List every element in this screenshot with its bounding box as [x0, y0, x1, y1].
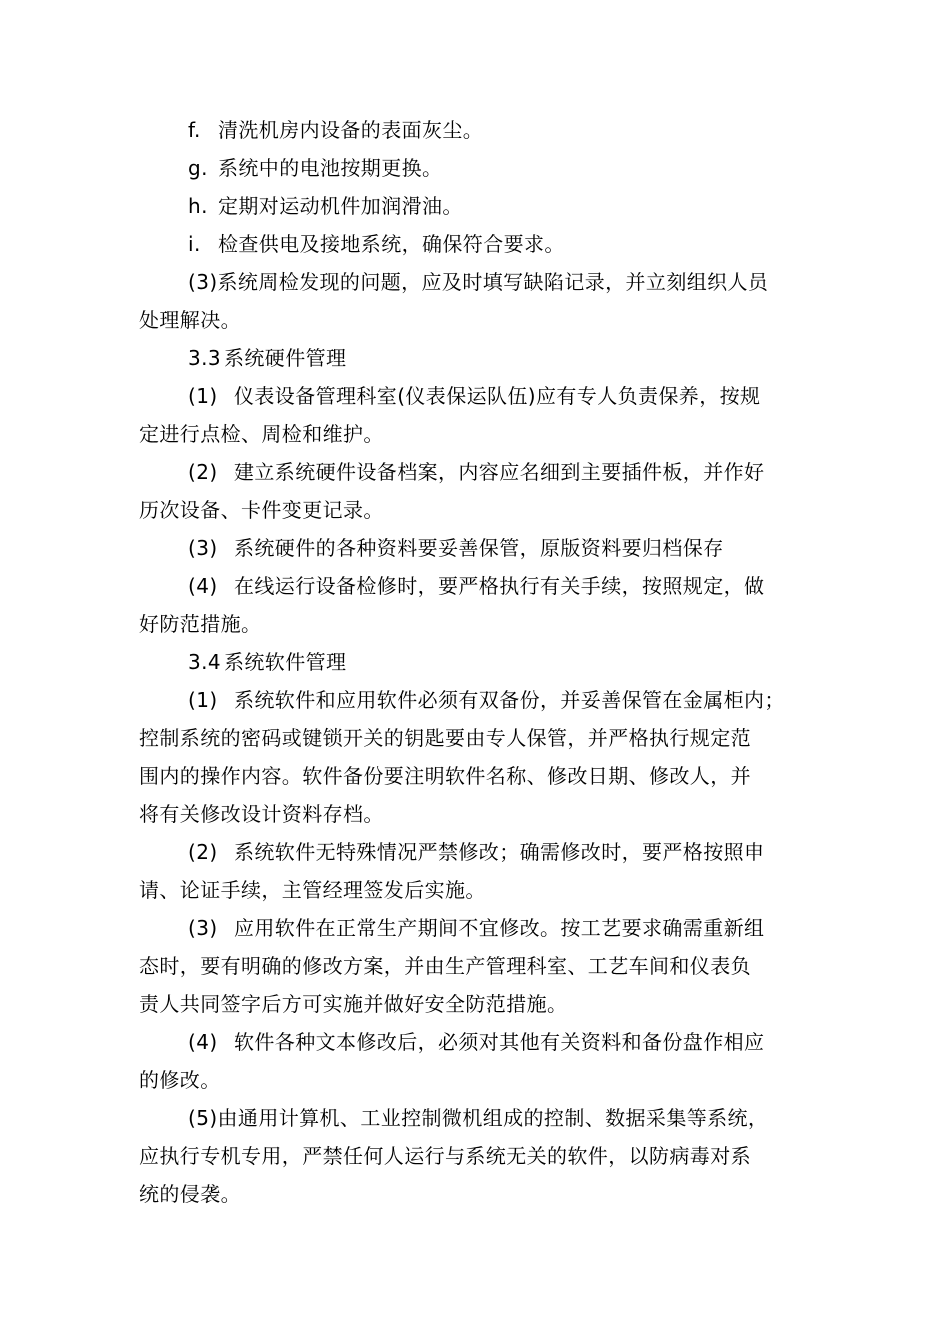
item-marker: f. [188, 118, 201, 142]
numbered-item: (1) 系统软件和应用软件必须有双备份，并妥善保管在金属柜内； [188, 688, 785, 712]
numbered-item: (2) 建立系统硬件设备档案，内容应名细到主要插件板，并作好 [188, 460, 765, 484]
item-marker: (2) [188, 460, 218, 484]
paragraph-line: 好防范措施。 [139, 612, 262, 636]
numbered-item: (4) 软件各种文本修改后，必须对其他有关资料和备份盘作相应 [188, 1030, 765, 1054]
numbered-item: (3) 应用软件在正常生产期间不宜修改。按工艺要求确需重新组 [188, 916, 765, 940]
paragraph-line: (3)系统周检发现的问题，应及时填写缺陷记录，并立刻组织人员 [188, 270, 769, 294]
item-marker: h. [188, 194, 208, 218]
list-item-i [188, 232, 565, 256]
paragraph-line: 将有关修改设计资料存档。 [139, 802, 384, 826]
section-number: 3.3 [188, 346, 222, 370]
item-marker: g. [188, 156, 208, 180]
item-text: 清洗机房内设备的表面灰尘。 [218, 118, 484, 142]
paragraph-line: 处理解决。 [139, 308, 241, 332]
paragraph-line: 责人共同签字后方可实施并做好安全防范措施。 [139, 992, 568, 1016]
section-title: 系统软件管理 [224, 650, 347, 674]
item-marker: (2) [188, 840, 218, 864]
paragraph-line: 统的侵袭。 [139, 1182, 241, 1206]
list-item-h [188, 194, 463, 218]
item-marker: (1) [188, 688, 218, 712]
section-title: 系统硬件管理 [224, 346, 347, 370]
section-heading-3-4 [188, 650, 346, 674]
paragraph-line: 定进行点检、周检和维护。 [139, 422, 384, 446]
item-marker: (1) [188, 384, 218, 408]
list-item-f [188, 118, 483, 142]
item-marker: (4) [188, 1030, 218, 1054]
paragraph-line: (5)由通用计算机、工业控制微机组成的控制、数据采集等系统， [188, 1106, 769, 1130]
section-heading-3-3 [188, 346, 346, 370]
section-number: 3.4 [188, 650, 222, 674]
item-marker: i. [188, 232, 201, 256]
item-text: 检查供电及接地系统，确保符合要求。 [218, 232, 565, 256]
item-marker: (3) [188, 536, 218, 560]
item-text: 系统中的电池按期更换。 [218, 156, 443, 180]
paragraph-line: 控制系统的密码或键锁开关的钥匙要由专人保管，并严格执行规定范 [139, 726, 751, 750]
paragraph-line: 历次设备、卡件变更记录。 [139, 498, 384, 522]
list-item-g [188, 156, 442, 180]
item-marker: (4) [188, 574, 218, 598]
item-marker: (3) [188, 916, 218, 940]
paragraph-line: 应执行专机专用，严禁任何人运行与系统无关的软件，以防病毒对系 [139, 1144, 751, 1168]
item-text: 定期对运动机件加润滑油。 [218, 194, 463, 218]
numbered-item: (1) 仪表设备管理科室(仪表保运队伍)应有专人负责保养，按规 [188, 384, 761, 408]
paragraph-line: 围内的操作内容。软件备份要注明软件名称、修改日期、修改人，并 [139, 764, 751, 788]
paragraph-line: 请、论证手续，主管经理签发后实施。 [139, 878, 486, 902]
numbered-item: (4) 在线运行设备检修时，要严格执行有关手续，按照规定，做 [188, 574, 765, 598]
paragraph-line: 态时，要有明确的修改方案，并由生产管理科室、工艺车间和仪表负 [139, 954, 751, 978]
numbered-item: (3) 系统硬件的各种资料要妥善保管，原版资料要归档保存 [188, 536, 724, 560]
paragraph-line: 的修改。 [139, 1068, 221, 1092]
numbered-item: (2) 系统软件无特殊情况严禁修改；确需修改时，要严格按照申 [188, 840, 765, 864]
